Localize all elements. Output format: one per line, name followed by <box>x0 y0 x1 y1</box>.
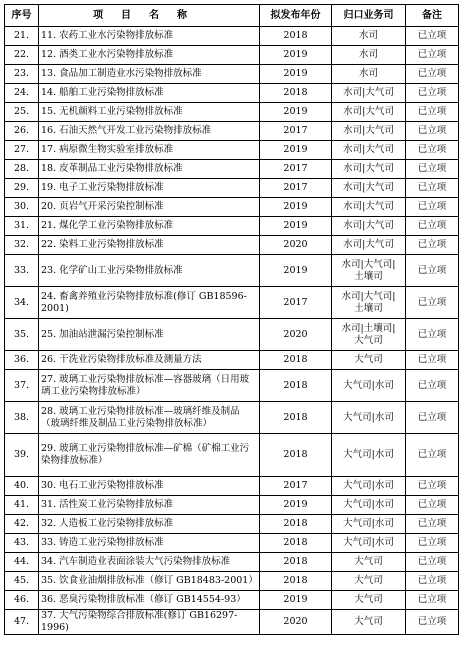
department-cell <box>332 65 406 84</box>
seq-cell: 22. <box>5 46 39 65</box>
seq-cell: 37. <box>5 370 39 402</box>
department-cell <box>332 610 406 635</box>
table-body <box>5 27 459 635</box>
note-cell: 已立项 <box>406 534 459 553</box>
seq-cell: 45. <box>5 572 39 591</box>
year-cell: 2019 <box>260 255 332 287</box>
department-line: 大气司|水司 <box>343 518 394 529</box>
seq-cell: 46. <box>5 591 39 610</box>
project-name-cell: 15. 无机颜料工业污染物排放标准 <box>39 103 260 122</box>
project-name-cell: 25. 加油站泄漏污染控制标准 <box>39 319 260 351</box>
year-cell: 2017 <box>260 287 332 319</box>
department-line: 水司|大气司 <box>343 87 394 98</box>
year-cell: 2019 <box>260 496 332 515</box>
project-name-cell: 29. 玻璃工业污染物排放标准—矿棉（矿棉工业污染物排放标准） <box>39 434 260 477</box>
project-name-cell: 35. 饮食业油烟排放标准（修订 GB18483-2001） <box>39 572 260 591</box>
project-name-cell: 23. 化学矿山工业污染物排放标准 <box>39 255 260 287</box>
department-cell <box>332 255 406 287</box>
department-cell <box>332 496 406 515</box>
table-row <box>5 351 459 370</box>
year-cell: 2018 <box>260 572 332 591</box>
table-row <box>5 103 459 122</box>
department-line: 水司|大气司| <box>341 290 396 302</box>
note-cell: 已立项 <box>406 287 459 319</box>
standards-table-page <box>4 4 459 635</box>
table-row <box>5 610 459 635</box>
table-row <box>5 434 459 477</box>
department-cell <box>332 591 406 610</box>
seq-cell: 26. <box>5 122 39 141</box>
project-name-cell: 12. 酒类工业水污染物排放标准 <box>39 46 260 65</box>
project-name-cell: 34. 汽车制造业表面涂装大气污染物排放标准 <box>39 553 260 572</box>
department-cell <box>332 402 406 434</box>
department-line: 水司 <box>358 30 378 41</box>
department-line: 水司|大气司 <box>343 182 394 193</box>
department-cell <box>332 141 406 160</box>
note-cell: 已立项 <box>406 65 459 84</box>
note-cell: 已立项 <box>406 477 459 496</box>
note-cell: 已立项 <box>406 84 459 103</box>
project-name-cell: 32. 人造板工业污染物排放标准 <box>39 515 260 534</box>
note-cell: 已立项 <box>406 255 459 287</box>
note-cell: 已立项 <box>406 46 459 65</box>
year-cell: 2018 <box>260 402 332 434</box>
table-row <box>5 84 459 103</box>
table-row <box>5 534 459 553</box>
department-line: 水司|大气司 <box>343 106 394 117</box>
department-cell <box>332 319 406 351</box>
department-cell <box>332 477 406 496</box>
year-cell: 2019 <box>260 141 332 160</box>
year-cell: 2019 <box>260 198 332 217</box>
note-cell: 已立项 <box>406 351 459 370</box>
year-cell: 2019 <box>260 103 332 122</box>
department-cell <box>332 553 406 572</box>
project-name-cell: 33. 铸造工业污染物排放标准 <box>39 534 260 553</box>
note-cell: 已立项 <box>406 236 459 255</box>
year-cell: 2017 <box>260 179 332 198</box>
year-cell: 2020 <box>260 610 332 635</box>
table-row <box>5 255 459 287</box>
seq-cell: 25. <box>5 103 39 122</box>
department-line: 水司|大气司 <box>343 144 394 155</box>
project-name-cell: 13. 食品加工制造业水污染物排放标准 <box>39 65 260 84</box>
note-cell: 已立项 <box>406 198 459 217</box>
department-line: 大气司|水司 <box>343 499 394 510</box>
year-cell: 2020 <box>260 319 332 351</box>
department-line: 大气司|水司 <box>343 411 394 423</box>
year-cell: 2018 <box>260 84 332 103</box>
project-name-cell: 36. 恶臭污染物排放标准（修订 GB14554-93） <box>39 591 260 610</box>
seq-cell: 30. <box>5 198 39 217</box>
department-line: 土壤司 <box>354 302 383 314</box>
seq-cell: 21. <box>5 27 39 46</box>
department-line: 大气司|水司 <box>343 537 394 548</box>
header-department: 归口业务司 <box>332 5 406 27</box>
project-name-cell: 22. 染料工业污染物排放标准 <box>39 236 260 255</box>
seq-cell: 32. <box>5 236 39 255</box>
seq-cell: 33. <box>5 255 39 287</box>
department-cell <box>332 179 406 198</box>
year-cell: 2017 <box>260 477 332 496</box>
department-cell <box>332 287 406 319</box>
department-line: 大气司|水司 <box>343 480 394 491</box>
seq-cell: 43. <box>5 534 39 553</box>
project-name-cell: 14. 船舶工业污染物排放标准 <box>39 84 260 103</box>
note-cell: 已立项 <box>406 610 459 635</box>
project-name-cell: 11. 农药工业水污染物排放标准 <box>39 27 260 46</box>
table-row <box>5 236 459 255</box>
department-cell <box>332 46 406 65</box>
department-line: 水司|土壤司| <box>341 322 396 334</box>
department-line: 大气司 <box>354 575 383 586</box>
year-cell: 2018 <box>260 27 332 46</box>
table-row <box>5 141 459 160</box>
project-name-cell: 27. 玻璃工业污染物排放标准—容器玻璃（日用玻璃工业污染物排放标准） <box>39 370 260 402</box>
table-row <box>5 572 459 591</box>
table-row <box>5 198 459 217</box>
seq-cell: 39. <box>5 434 39 477</box>
project-name-cell: 37. 大气污染物综合排放标准(修订 GB16297-1996) <box>39 610 260 635</box>
note-cell: 已立项 <box>406 217 459 236</box>
standards-table <box>4 4 459 635</box>
department-line: 水司|大气司| <box>341 258 396 270</box>
department-cell <box>332 217 406 236</box>
table-header-row <box>5 5 459 27</box>
header-seq: 序号 <box>5 5 39 27</box>
project-name-cell: 24. 畜禽养殖业污染物排放标准(修订 GB18596-2001) <box>39 287 260 319</box>
seq-cell: 38. <box>5 402 39 434</box>
year-cell: 2018 <box>260 434 332 477</box>
table-row <box>5 553 459 572</box>
department-cell <box>332 572 406 591</box>
department-line: 大气司|水司 <box>343 379 394 391</box>
department-line: 水司|大气司 <box>343 163 394 174</box>
department-cell <box>332 122 406 141</box>
table-row <box>5 496 459 515</box>
department-cell <box>332 370 406 402</box>
seq-cell: 34. <box>5 287 39 319</box>
project-name-cell: 31. 活性炭工业污染物排放标准 <box>39 496 260 515</box>
table-row <box>5 27 459 46</box>
table-row <box>5 477 459 496</box>
note-cell: 已立项 <box>406 141 459 160</box>
seq-cell: 44. <box>5 553 39 572</box>
project-name-cell: 18. 皮革制品工业污染物排放标准 <box>39 160 260 179</box>
note-cell: 已立项 <box>406 122 459 141</box>
department-cell <box>332 534 406 553</box>
note-cell: 已立项 <box>406 496 459 515</box>
department-cell <box>332 84 406 103</box>
seq-cell: 29. <box>5 179 39 198</box>
department-cell <box>332 103 406 122</box>
table-row <box>5 591 459 610</box>
year-cell: 2019 <box>260 217 332 236</box>
project-name-cell: 30. 电石工业污染物排放标准 <box>39 477 260 496</box>
note-cell: 已立项 <box>406 591 459 610</box>
note-cell: 已立项 <box>406 572 459 591</box>
header-project-name: 项目名称 <box>39 5 260 27</box>
year-cell: 2019 <box>260 46 332 65</box>
department-line: 土壤司 <box>354 270 383 282</box>
table-row <box>5 160 459 179</box>
project-name-cell: 20. 页岩气开采污染控制标准 <box>39 198 260 217</box>
department-line: 大气司 <box>354 594 383 605</box>
department-line: 水司 <box>358 68 378 79</box>
year-cell: 2017 <box>260 160 332 179</box>
department-cell <box>332 27 406 46</box>
year-cell: 2019 <box>260 591 332 610</box>
department-line: 水司|大气司 <box>343 125 394 136</box>
year-cell: 2019 <box>260 65 332 84</box>
table-row <box>5 287 459 319</box>
table-row <box>5 179 459 198</box>
table-row <box>5 515 459 534</box>
department-line: 大气司 <box>354 556 383 567</box>
header-planned-year: 拟发布年份 <box>260 5 332 27</box>
project-name-cell: 16. 石油天然气开发工业污染物排放标准 <box>39 122 260 141</box>
seq-cell: 27. <box>5 141 39 160</box>
seq-cell: 23. <box>5 65 39 84</box>
note-cell: 已立项 <box>406 515 459 534</box>
header-note: 备注 <box>406 5 459 27</box>
seq-cell: 42. <box>5 515 39 534</box>
note-cell: 已立项 <box>406 319 459 351</box>
department-cell <box>332 434 406 477</box>
table-row <box>5 402 459 434</box>
year-cell: 2018 <box>260 370 332 402</box>
department-line: 水司|大气司 <box>343 201 394 212</box>
year-cell: 2018 <box>260 515 332 534</box>
seq-cell: 35. <box>5 319 39 351</box>
note-cell: 已立项 <box>406 27 459 46</box>
table-row <box>5 217 459 236</box>
note-cell: 已立项 <box>406 103 459 122</box>
note-cell: 已立项 <box>406 179 459 198</box>
department-line: 水司 <box>358 49 378 60</box>
table-row <box>5 319 459 351</box>
year-cell: 2018 <box>260 534 332 553</box>
table-row <box>5 65 459 84</box>
department-cell <box>332 351 406 370</box>
note-cell: 已立项 <box>406 370 459 402</box>
seq-cell: 31. <box>5 217 39 236</box>
year-cell: 2018 <box>260 351 332 370</box>
department-line: 大气司 <box>354 616 383 627</box>
table-row <box>5 370 459 402</box>
note-cell: 已立项 <box>406 160 459 179</box>
department-cell <box>332 515 406 534</box>
project-name-cell: 21. 煤化学工业污染物排放标准 <box>39 217 260 236</box>
note-cell: 已立项 <box>406 553 459 572</box>
department-cell <box>332 198 406 217</box>
department-line: 大气司 <box>354 334 383 346</box>
table-row <box>5 122 459 141</box>
seq-cell: 40. <box>5 477 39 496</box>
seq-cell: 28. <box>5 160 39 179</box>
department-line: 水司|大气司 <box>343 220 394 231</box>
project-name-cell: 19. 电子工业污染物排放标准 <box>39 179 260 198</box>
seq-cell: 24. <box>5 84 39 103</box>
year-cell: 2018 <box>260 553 332 572</box>
seq-cell: 47. <box>5 610 39 635</box>
year-cell: 2020 <box>260 236 332 255</box>
department-cell <box>332 236 406 255</box>
note-cell: 已立项 <box>406 402 459 434</box>
year-cell: 2017 <box>260 122 332 141</box>
seq-cell: 41. <box>5 496 39 515</box>
department-line: 大气司 <box>354 354 383 365</box>
project-name-cell: 17. 病原微生物实验室排放标准 <box>39 141 260 160</box>
note-cell: 已立项 <box>406 434 459 477</box>
project-name-cell: 26. 干洗业污染物排放标准及测量方法 <box>39 351 260 370</box>
seq-cell: 36. <box>5 351 39 370</box>
department-line: 大气司|水司 <box>343 449 394 460</box>
table-row <box>5 46 459 65</box>
department-line: 水司|大气司 <box>343 239 394 250</box>
department-cell <box>332 160 406 179</box>
project-name-cell: 28. 玻璃工业污染物排放标准—玻璃纤维及制品（玻璃纤维及制品工业污染物排放标准） <box>39 402 260 434</box>
